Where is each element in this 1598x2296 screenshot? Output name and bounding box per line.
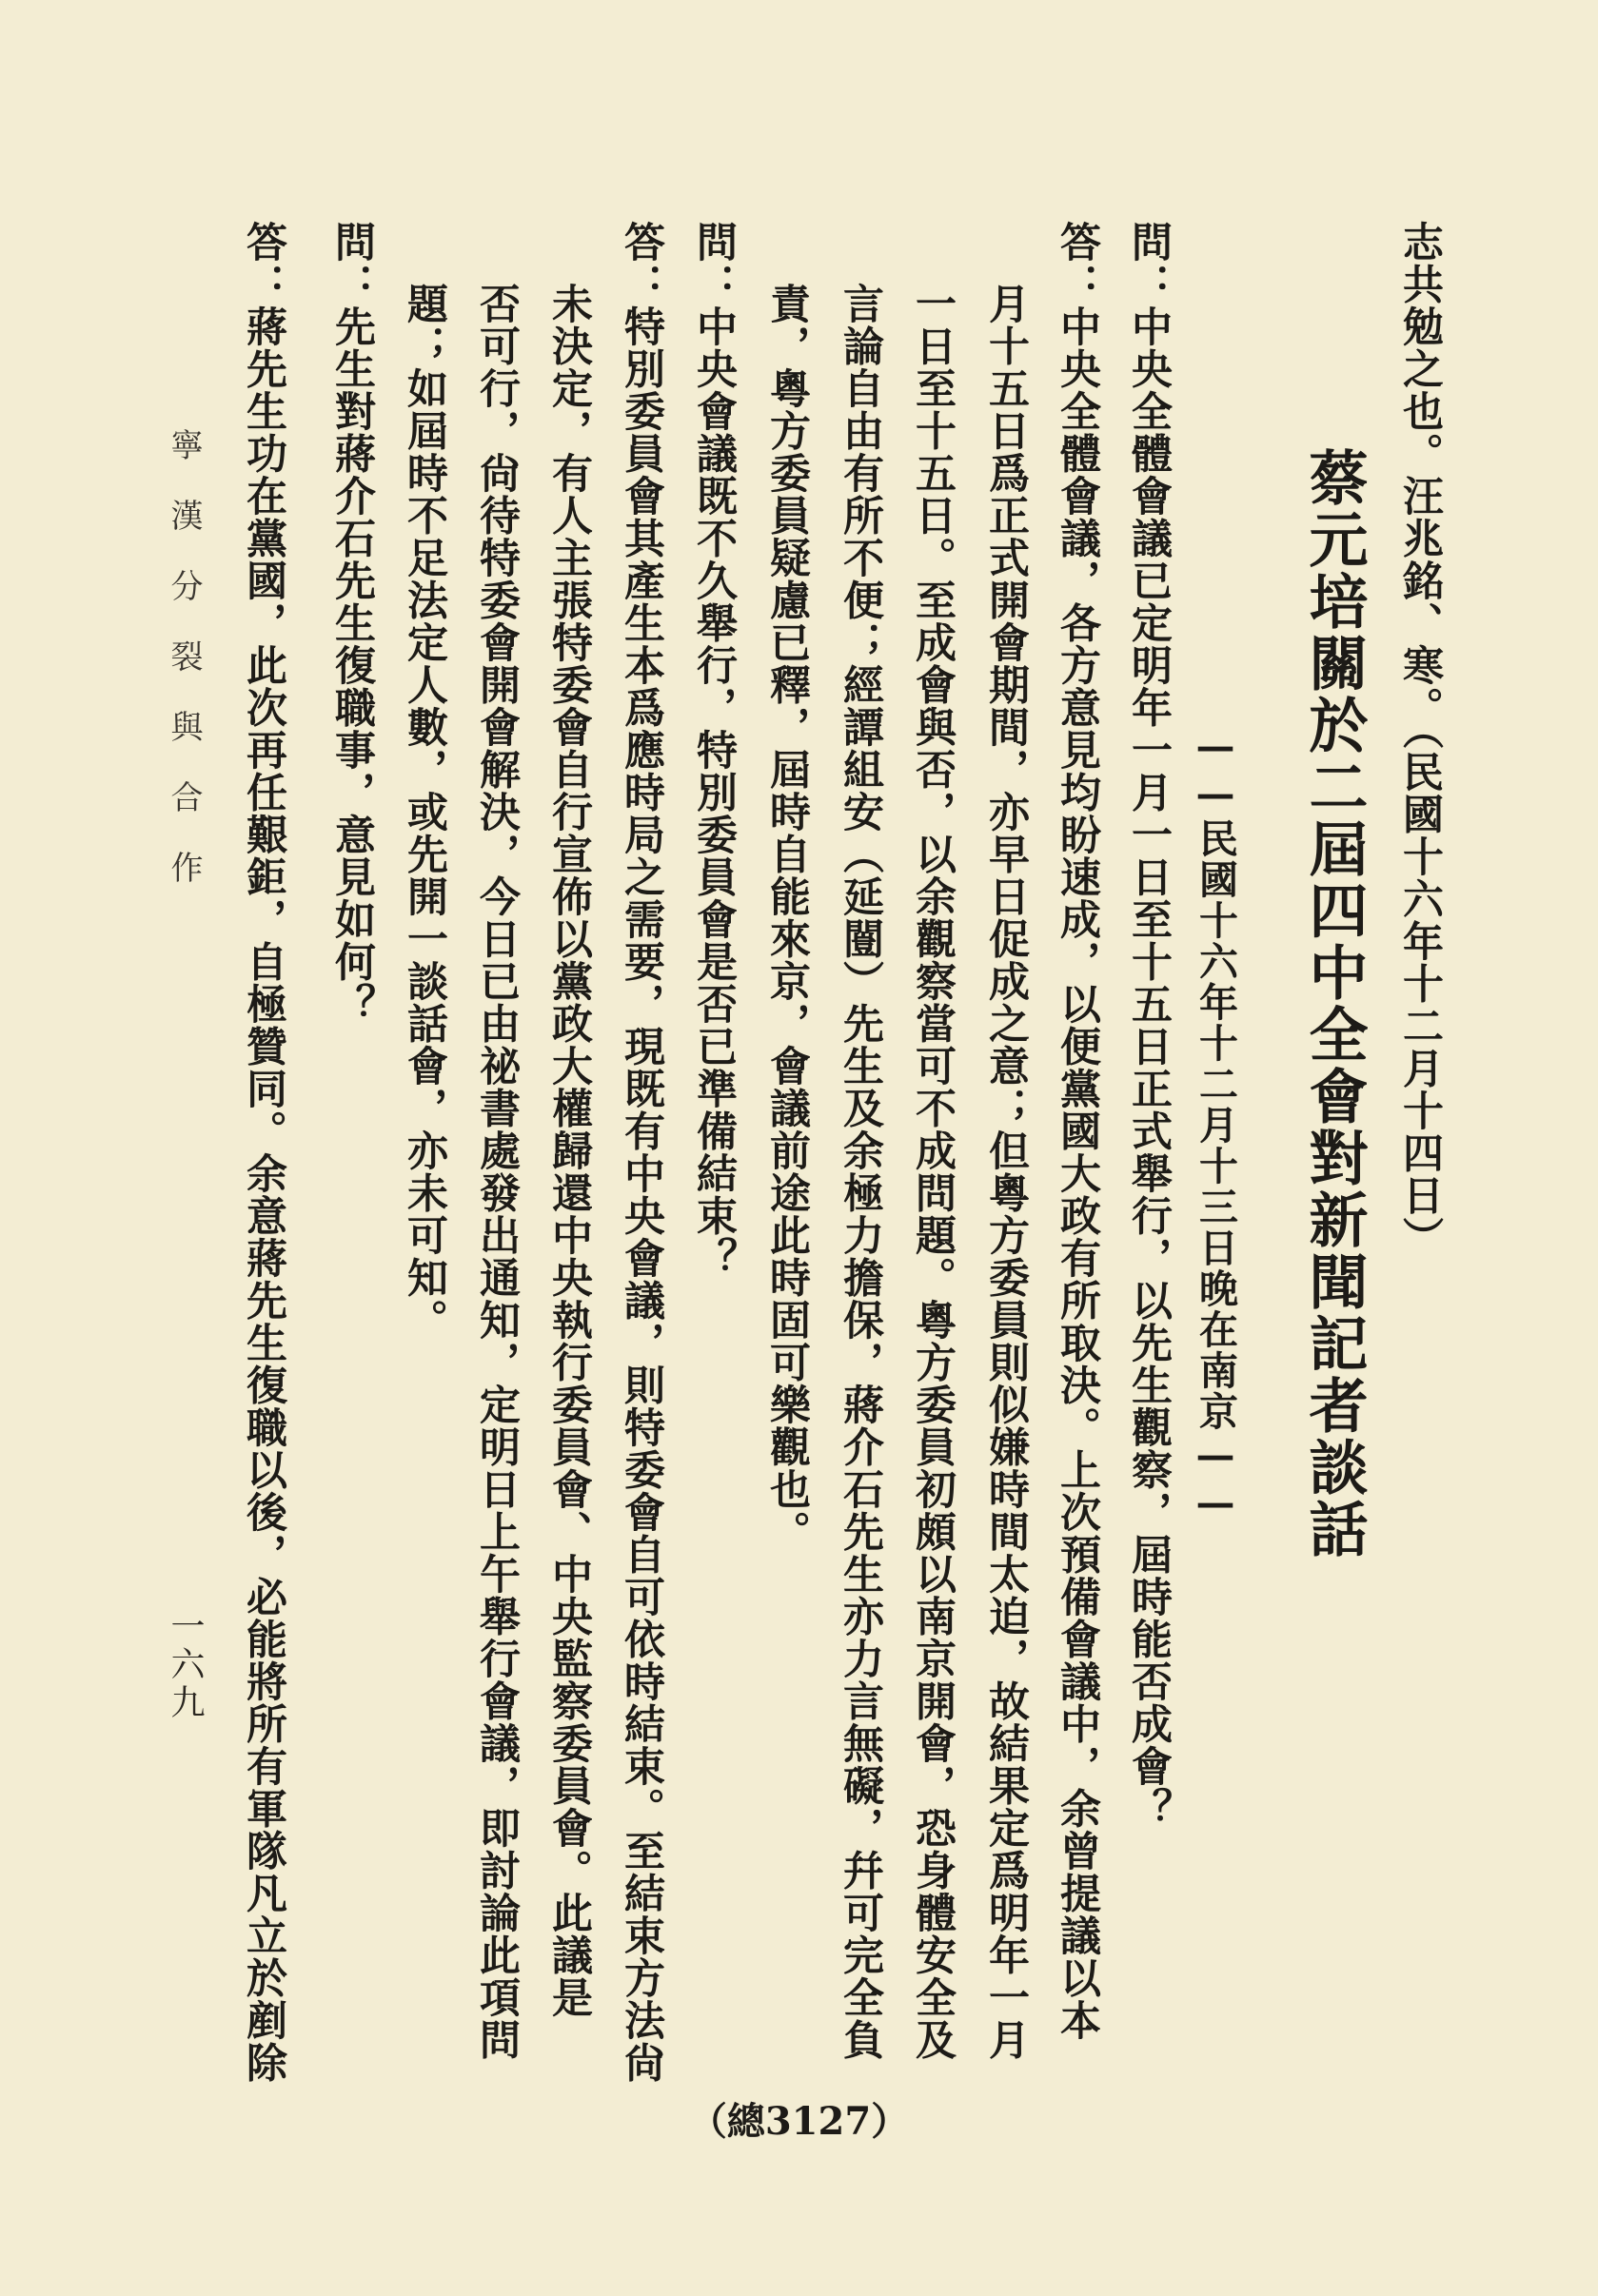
- text-column-1: 志共勉之也。汪兆銘、寒。（民國十六年十二月十四日）: [1396, 221, 1444, 1259]
- answer-1-line-3: 一日至十五日。至成會與否，以余觀察當可不成問題。粵方委員初頗以南京開會，恐身體安全及: [909, 283, 957, 2061]
- footer-page-number: （總3127）: [688, 2099, 910, 2144]
- answer-3-line-1: 答：蔣先生功在黨國，此次再任艱鉅，自極贊同。余意蔣先生復職以後，必能將所有軍隊凡立於剷除: [240, 221, 287, 2084]
- question-3: 問：先生對蔣介石先生復職事，意見如何？: [328, 221, 376, 1026]
- question-2: 問：中央會議既不久舉行，特別委員會是否已準備結束？: [690, 221, 738, 1280]
- answer-2-line-1: 答：特別委員會其產生本爲應時局之需要，現既有中央會議，則特委會自可依時結束。至結束方法尙: [618, 221, 665, 2084]
- answer-2-line-2: 未決定，有人主張特委會自行宣佈以黨政大權歸還中央執行委員會、中央監察委員會。此議是: [545, 283, 593, 2019]
- answer-1-line-5: 責，粵方委員疑慮已釋，屆時自能來京，會議前途此時固可樂觀也。: [763, 283, 811, 1553]
- question-1: 問：中央全體會議已定明年一月一日至十五日正式舉行，以先生觀察，屆時能否成會？: [1125, 221, 1173, 1830]
- answer-2-line-3: 否可行，尙待特委會開會解決，今日已由祕書處發出通知，定明日上午舉行會議，即討論此項問: [473, 283, 521, 2061]
- answer-1-line-2: 月十五日爲正式開會期間，亦早日促成之意；但粵方委員則似嫌時間太迫，故結果定爲明年一月: [982, 283, 1030, 2061]
- article-title: 蔡元培關於二屆四中全會對新聞記者談話: [1299, 447, 1369, 1560]
- page-number: 一六九: [166, 1608, 205, 1722]
- running-title: 寧漢分裂與合作: [165, 428, 203, 921]
- answer-1-line-4: 言論自由有所不便；經譚組安（延闓）先生及余極力擔保，蔣介石先生亦力言無礙，幷可完全負: [837, 283, 884, 2061]
- answer-2-line-4: 題；如屆時不足法定人數，或先開一談話會，亦未可知。: [401, 283, 448, 1342]
- answer-1-line-1: 答：中央全體會議，各方意見均盼速成，以便黨國大政有所取決。上次預備會議中，余曾提議以本: [1054, 221, 1101, 2042]
- article-subtitle: ——民國十六年十二月十三日晚在南京——: [1193, 723, 1238, 1527]
